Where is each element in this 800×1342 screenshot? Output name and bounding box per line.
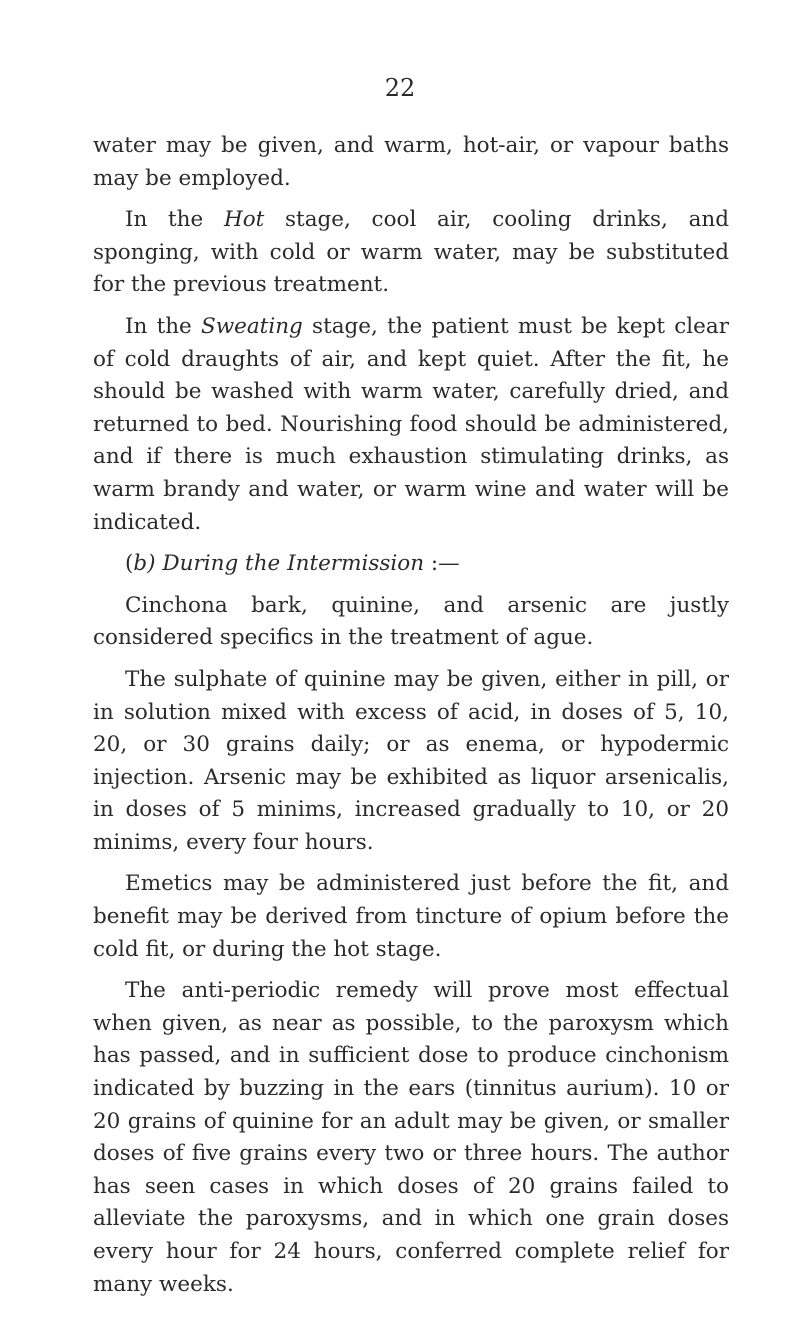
page-number: 22	[384, 74, 416, 102]
section-heading-intermission	[93, 548, 729, 581]
stage-name-sweating: Sweating	[201, 313, 303, 339]
paragraph-prefix: In the	[125, 313, 201, 339]
heading-title: b) During the Intermission	[133, 551, 425, 577]
paragraph-body: stage, cool air, cooling drinks, and sponging, with cold or warm water, may be substituted for the previous treatment.	[93, 207, 729, 298]
paragraph-emetics: Emetics may be administered just before the fit, and benefit may be derived from tincture of opium before the cold fit, or during the hot stage.	[93, 871, 729, 962]
paragraph-hot-stage	[93, 204, 729, 302]
paragraph-anti-periodic: The anti-periodic remedy will prove most effectual when given, as near as possible, to the paroxysm which has passed, and in sufficient dose to produce cinchonism indicated by buzzing in the ears (tinnitus aurium). 10 or 20 grains of quinine for an adult may be given, or smaller doses of five grains every two or three hours. The author has seen cases in which doses of 20 grains failed to alleviate the paroxysms, and in which one grain doses every hour for 24 hours, conferred complete relief for many weeks.	[93, 978, 729, 1297]
paragraph-cinchona: Cinchona bark, quinine, and arsenic are justly considered specifics in the treatment of ague.	[93, 592, 729, 651]
body-text	[93, 130, 729, 1301]
paragraph-sweating-stage	[93, 311, 729, 539]
stage-name-hot: Hot	[223, 207, 265, 233]
heading-open-paren: (	[125, 551, 134, 577]
paragraph-body: stage, the patient must be kept clear of cold draughts of air, and kept quiet. After the fit, he should be washed with warm water, carefully dried, and returned to bed. Nourishing food should be administered, and if there is much exhaustion stimulating drinks, as warm brandy and water, or warm wine and water will be indicated.	[93, 313, 729, 535]
heading-suffix: :—	[424, 551, 460, 577]
paragraph-continuation: water may be given, and warm, hot-air, or vapour baths may be employed.	[93, 133, 729, 191]
paragraph-prefix: In the	[125, 207, 224, 233]
paragraph-quinine-sulphate: The sulphate of quinine may be given, either in pill, or in solution mixed with excess of acid, in doses of 5, 10, 20, or 30 grains daily; or as enema, or hypodermic injection. Arsenic may be exhibited as liquor arsenicalis, in doses of 5 minims, increased gradually to 10, or 20 minims, every four hours.	[93, 666, 729, 855]
